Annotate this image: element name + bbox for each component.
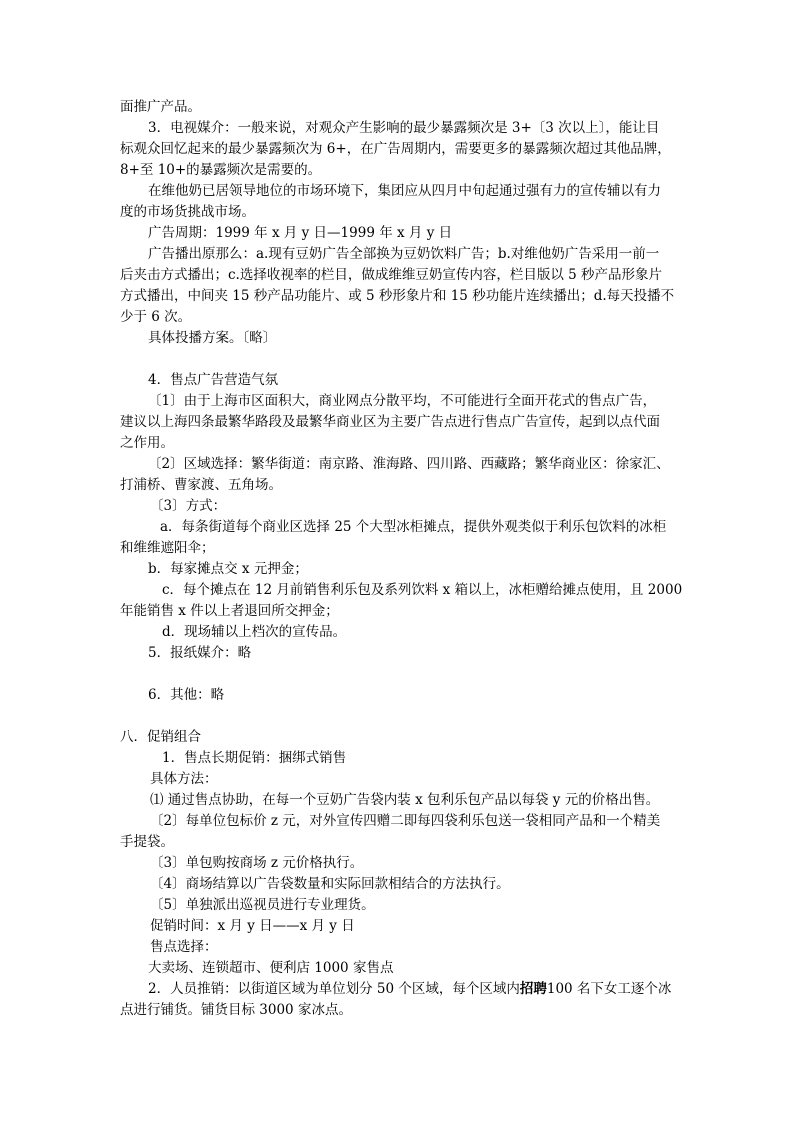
text-line: 标观众回忆起来的最少暴露频次为 6+，在广告周期内，需要更多的暴露频次超过其他品牌， <box>120 141 671 157</box>
text-line: 度的市场货挑战市场。 <box>120 204 255 220</box>
text-line: 广告播出原那么：a.现有豆奶广告全部换为豆奶饮料广告；b.对维他奶广告采用一前一 <box>148 246 660 262</box>
text-line: ⑴ 通过售点协助，在每一个豆奶广告袋内装 x 包利乐包产品以每袋 y 元的价格出售。 <box>150 792 660 808</box>
text-line: 具体投播方案。〔略〕 <box>148 330 277 346</box>
text-line: 面推广产品。 <box>120 99 201 115</box>
text-line: 方式播出，中间夹 15 秒产品功能片、或 5 秒形象片和 15 秒功能片连续播出；d.每天投播不 <box>120 288 675 304</box>
text-line: a．每条街道每个商业区选择 25 个大型冰柜摊点，提供外观类似于利乐包饮料的冰柜 <box>160 519 667 535</box>
text-line: 打浦桥、曹家渡、五角场。 <box>120 477 282 493</box>
text-line: 3．电视媒介：一般来说，对观众产生影响的最少暴露频次是 3+〔3 次以上〕，能让目 <box>148 120 660 136</box>
text-line: 在维他奶已居领导地位的市场环境下，集团应从四月中旬起通过强有力的宣传辅以有力 <box>148 183 661 199</box>
text-line: 和维维遮阳伞； <box>120 540 215 556</box>
text-line: 具体方法： <box>150 771 218 787</box>
text-line: 促销时间：x 月 y 日——x 月 y 日 <box>150 918 355 934</box>
text-line: 〔5〕单独派出巡视员进行专业理货。 <box>150 897 375 913</box>
text-line: 〔2〕区域选择：繁华街道：南京路、淮海路、四川路、西藏路；繁华商业区：徐家汇、 <box>148 456 670 472</box>
text-line: 大卖场、连锁超市、便利店 1000 家售点 <box>148 960 394 976</box>
text-line: c．每个摊点在 12 月前销售利乐包及系列饮料 x 箱以上，冰柜赠给摊点使用，且 2000 <box>162 582 683 598</box>
text-span: 100 名下女工逐个冰 <box>546 981 672 997</box>
text-line: 广告周期：1999 年 x 月 y 日—1999 年 x 月 y 日 <box>148 225 453 241</box>
text-line: 〔3〕单包购按商场 z 元价格执行。 <box>150 855 364 871</box>
text-line: 建议以上海四条最繁华路段及最繁华商业区为主要广告点进行售点广告宣传，起到以点代面 <box>120 414 660 430</box>
text-line <box>120 979 680 1000</box>
text-line: 1．售点长期促销：捆绑式销售 <box>162 750 347 766</box>
text-line: 手提袋。 <box>120 834 174 850</box>
text-line: 8+至 10+的暴露频次是需要的。 <box>120 162 322 178</box>
text-line: 少于 6 次。 <box>120 309 192 325</box>
text-line: 售点选择： <box>150 939 218 955</box>
text-line: 〔2〕每单位包标价 z 元，对外宣传四赠二即每四袋利乐包送一袋相同产品和一个精美 <box>150 813 661 829</box>
section-heading: 八．促销组合 <box>120 729 201 745</box>
text-line: 6．其他：略 <box>148 687 225 703</box>
section-heading: 4．售点广告营造气氛 <box>148 372 279 388</box>
text-line: 〔1〕由于上海市区面积大，商业网点分散平均，不可能进行全面开花式的售点广告， <box>148 393 657 409</box>
text-line: 后夹击方式播出；c.选择收视率的栏目，做成维维豆奶宣传内容，栏目版以 5 秒产品形象片 <box>120 267 663 283</box>
text-line: 〔4〕商场结算以广告袋数量和实际回款相结合的方法执行。 <box>150 876 510 892</box>
text-line: 年能销售 x 件以上者退回所交押金； <box>120 603 339 619</box>
text-line: 〔3〕方式： <box>150 498 227 514</box>
text-line: b．每家摊点交 x 元押金； <box>148 561 308 577</box>
text-line: d．现场辅以上档次的宣传品。 <box>162 624 347 640</box>
text-line: 点进行铺货。铺货目标 3000 家冰点。 <box>120 1002 352 1018</box>
text-line: 之作用。 <box>120 435 174 451</box>
text-line: 5．报纸媒介：略 <box>148 645 252 661</box>
text-span: 2．人员推销：以街道区域为单位划分 50 个区域，每个区域内 <box>148 981 520 997</box>
bold-text: 招聘 <box>519 981 547 997</box>
